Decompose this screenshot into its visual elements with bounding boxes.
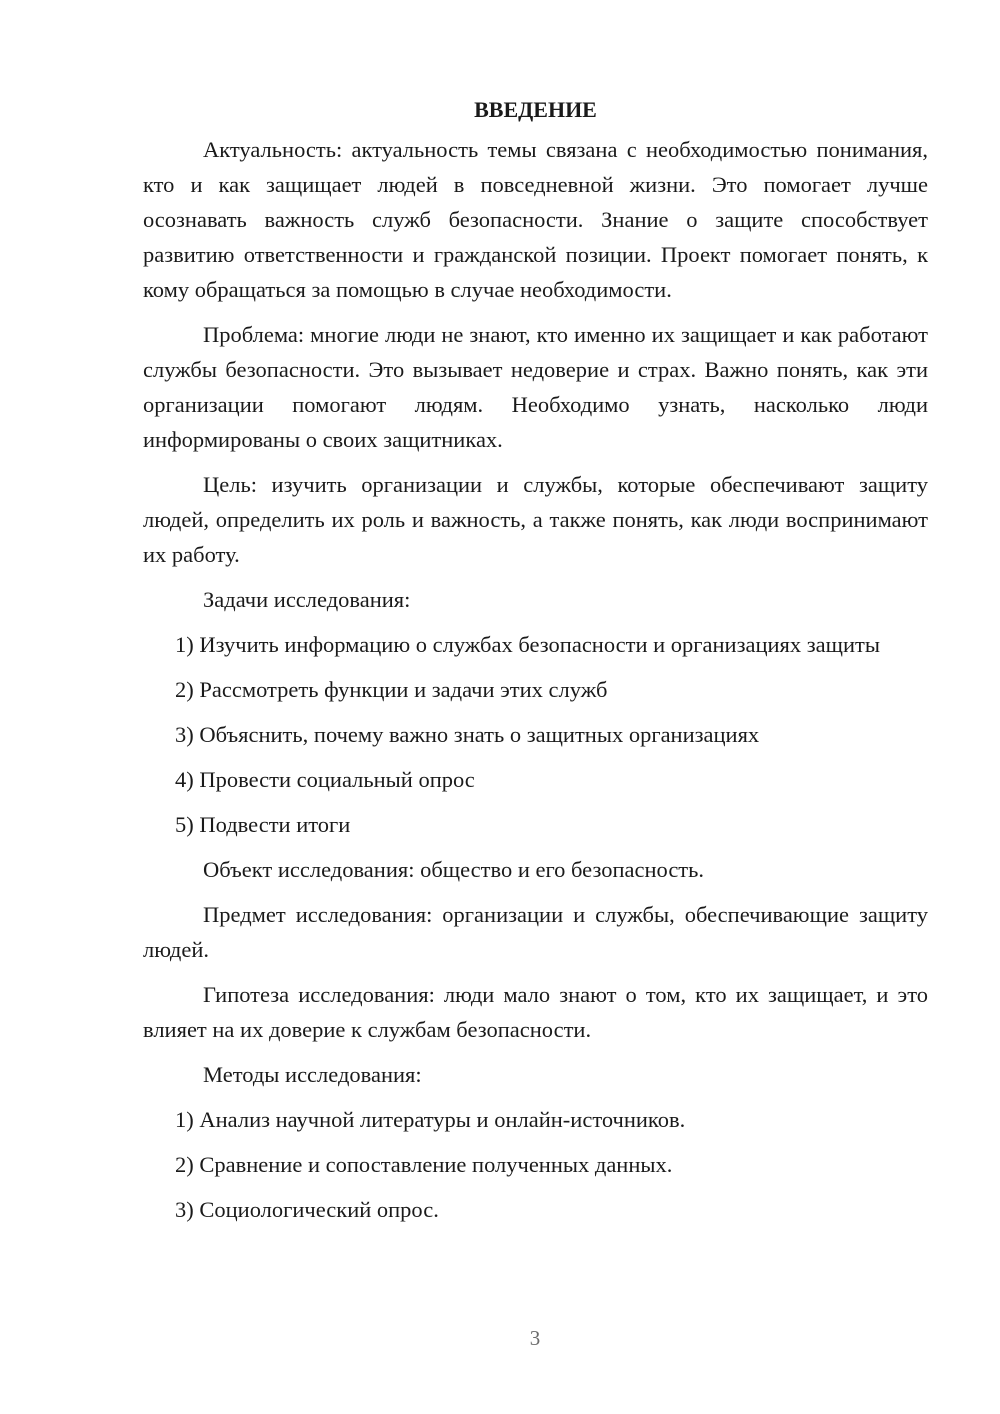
page-title: ВВЕДЕНИЕ	[474, 97, 597, 122]
paragraph-relevance: Актуальность: актуальность темы связана с необходимостью понимания, кто и как защищает людей в повседневной жизни. Это помогает лучше осознавать важность служб безопасности. Знание о защите способствует развитию ответственности и гражданской позиции. Проект помогает понять, к кому обращаться за помощью в случае необходимости.	[143, 137, 928, 302]
paragraph-object: Объект исследования: общество и его безопасность.	[203, 857, 705, 882]
tasks-heading: Задачи исследования:	[203, 587, 411, 612]
list-item: 1) Анализ научной литературы и онлайн-источников.	[175, 1107, 686, 1132]
list-item: 1) Изучить информацию о службах безопасности и организациях защиты	[175, 632, 880, 657]
list-item: 2) Рассмотреть функции и задачи этих служб	[175, 677, 608, 702]
list-item: 3) Социологический опрос.	[175, 1197, 439, 1222]
methods-heading: Методы исследования:	[203, 1062, 422, 1087]
paragraph-problem: Проблема: многие люди не знают, кто именно их защищает и как работают службы безопасности. Это вызывает недоверие и страх. Важно понять, как эти организации помогают людям. Необходимо узнать, насколько люди информированы о своих защитниках.	[143, 322, 928, 452]
methods-list	[143, 1102, 928, 1227]
list-item: 5) Подвести итоги	[175, 812, 351, 837]
paragraph-subject: Предмет исследования: организации и службы, обеспечивающие защиту людей.	[143, 902, 928, 962]
paragraph-hypothesis: Гипотеза исследования: люди мало знают о том, кто их защищает, и это влияет на их доверие к службам безопасности.	[143, 982, 928, 1042]
document-body	[143, 92, 928, 1237]
paragraph-goal: Цель: изучить организации и службы, которые обеспечивают защиту людей, определить их роль и важность, а также понять, как люди воспринимают их работу.	[143, 472, 928, 567]
tasks-list	[143, 627, 928, 842]
list-item: 3) Объяснить, почему важно знать о защитных организациях	[175, 722, 760, 747]
list-item: 2) Сравнение и сопоставление полученных данных.	[175, 1152, 673, 1177]
page-number: 3	[529, 1326, 541, 1350]
list-item: 4) Провести социальный опрос	[175, 767, 475, 792]
